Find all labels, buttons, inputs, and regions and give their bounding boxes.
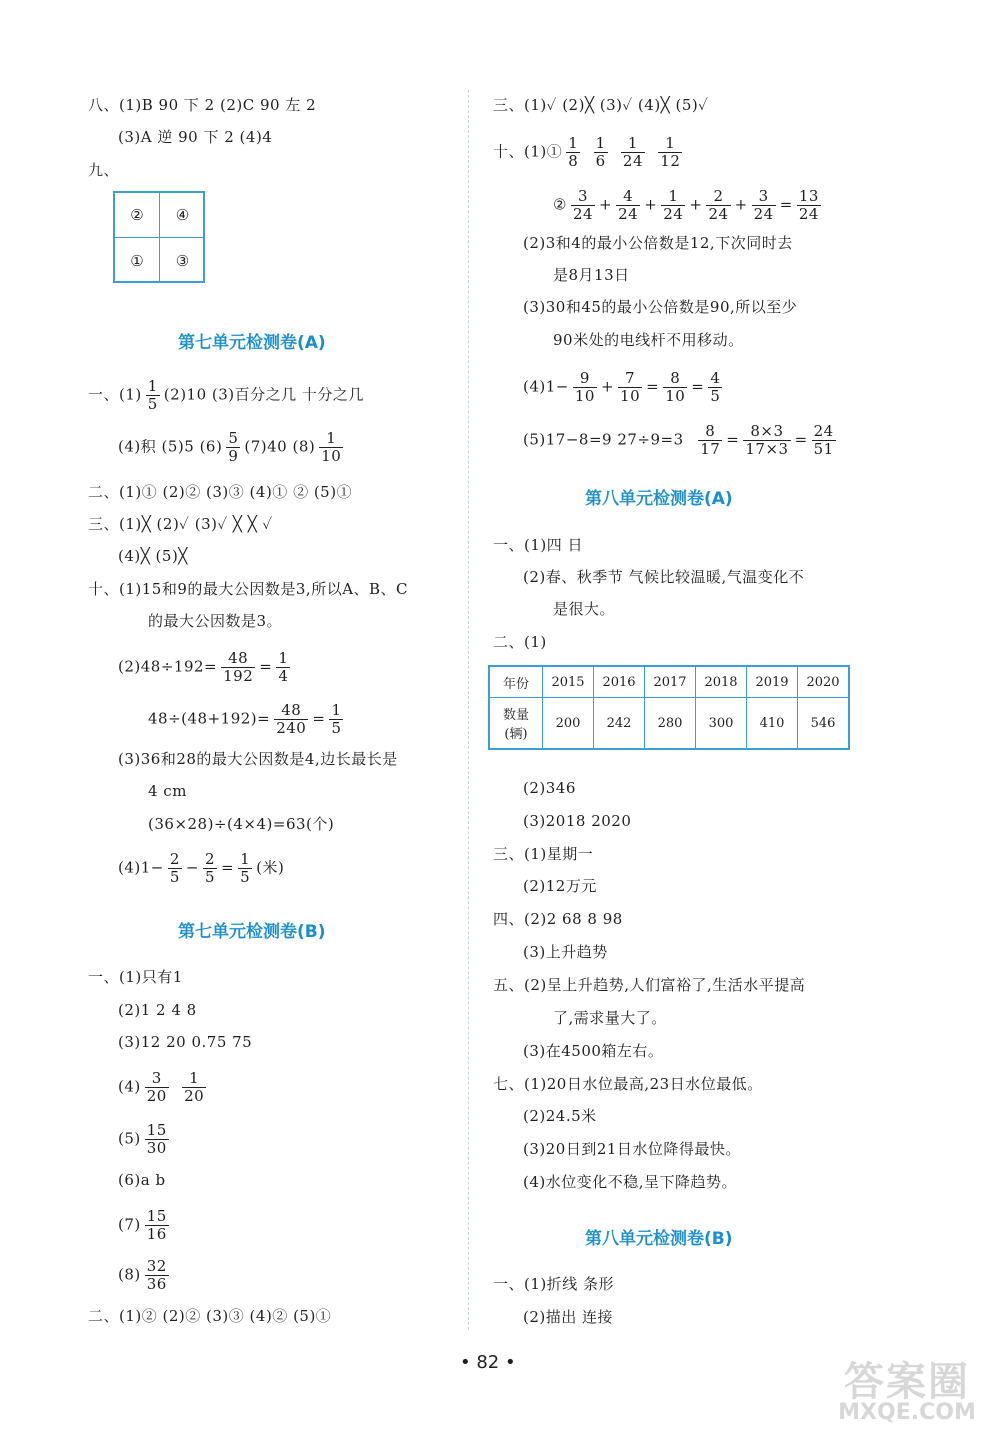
answer-line: (4)1− $\frac{2}{5}$ − $\frac{2}{5}$ = $\frac{1}{5}$ (米) [118,850,285,886]
table-header-cell: 2019 [747,666,798,698]
fraction: $\frac{15}{16}$ [146,1207,167,1243]
grid-cell: ② [115,193,160,238]
answer-line: (7) $\frac{15}{16}$ [118,1207,167,1243]
data-table [488,665,850,750]
answer-grid [113,191,205,283]
fraction: $\frac{5}{9}$ [228,429,239,465]
table-cell: 242 [594,698,645,750]
answer-line: 一、(1)四 日 [493,536,584,554]
table-cell: 280 [645,698,696,750]
fraction: $\frac{8}{17}$ [700,422,721,458]
answer-line: (8) $\frac{32}{36}$ [118,1257,167,1293]
answer-line: 90米处的电线杆不用移动。 [553,331,744,349]
answer-line: 十、(1)15和9的最大公因数是3,所以A、B、C [88,580,409,598]
answer-line: 48÷(48+192)= $\frac{48}{240}$ = $\frac{1}{5}$ [148,701,342,737]
fraction: $\frac{1}{5}$ [331,701,342,737]
section-heading: 第七单元检测卷(B) [178,922,326,942]
answer-line: (5) $\frac{15}{30}$ [118,1121,167,1157]
answer-line: 4 cm [148,782,187,800]
answer-line: (3)30和45的最小公倍数是90,所以至少 [523,298,798,316]
fraction: $\frac{1}{8}$ [568,134,579,170]
table-header-cell: 年份 [489,666,543,698]
fraction: $\frac{13}{24}$ [798,187,819,223]
fraction: $\frac{1}{12}$ [660,134,681,170]
fraction: $\frac{2}{5}$ [204,850,216,886]
answer-line: ② $\frac{3}{24}$ + $\frac{4}{24}$ + $\frac{1}{24}$ + $\frac{2}{24}$ + $\frac{3}{24}$ = $\frac{13}{24}$ [553,187,819,223]
answer-line: 三、(1)╳ (2)✓ (3)✓ ╳ ╳ ✓ [88,515,273,533]
answer-line: 二、(1)② (2)② (3)③ (4)② (5)① [88,1307,332,1325]
answer-line: 了,需求量大了。 [553,1009,667,1027]
answer-line: (4)积 (5)5 (6) $\frac{5}{9}$ (7)40 (8) $\frac{1}{10}$ [118,429,342,465]
fraction: $\frac{48}{192}$ [223,649,254,685]
table-header-cell: 2016 [594,666,645,698]
answer-line: 五、(2)呈上升趋势,人们富裕了,生活水平提高 [493,976,806,994]
fraction: $\frac{1}{24}$ [622,134,643,170]
answer-line: (2)1 2 4 8 [118,1001,197,1019]
fraction: $\frac{1}{6}$ [595,134,606,170]
table-row-label: 数量 (辆) [489,698,543,750]
fraction: $\frac{1}{20}$ [184,1069,205,1105]
fraction: $\frac{3}{20}$ [146,1069,167,1105]
answer-line: (2)346 [523,779,576,797]
answer-line: 四、(2)2 68 8 98 [493,910,623,928]
answer-line: (3)A 逆 90 下 2 (4)4 [118,128,273,146]
fraction: $\frac{1}{24}$ [663,187,684,223]
fraction: $\frac{8\times 3}{17\times 3}$ [745,422,789,458]
watermark-text: 答案圈 [844,1359,970,1405]
fraction: $\frac{32}{36}$ [146,1257,167,1293]
answer-line: (2)12万元 [523,877,597,895]
grid-cell: ④ [160,193,205,238]
fraction: $\frac{48}{240}$ [276,701,307,737]
answer-line: 的最大公因数是3。 [148,612,283,630]
section-heading: 第八单元检测卷(B) [585,1229,733,1249]
watermark-logo [822,1350,992,1430]
fraction: $\frac{1}{5}$ [240,850,251,886]
table-cell: 546 [798,698,850,750]
answer-line: (3)12 20 0.75 75 [118,1033,253,1051]
answer-line: 是很大。 [553,600,616,618]
table-cell: 200 [543,698,594,750]
grid-cell: ① [115,238,160,283]
answer-line: 一、(1)只有1 [88,968,183,986]
table-cell: 300 [696,698,747,750]
fraction: $\frac{1}{5}$ [147,377,158,413]
answer-line: (4) $\frac{3}{20}$ $\frac{1}{20}$ [118,1069,205,1105]
answer-line: 八、(1)B 90 下 2 (2)C 90 左 2 [88,96,317,114]
fraction: $\frac{4}{24}$ [618,187,639,223]
table-header-cell: 2015 [543,666,594,698]
answer-line: 九、 [88,161,120,179]
table-cell: 410 [747,698,798,750]
answer-line: (3)20日到21日水位降得最快。 [523,1140,741,1158]
table-header-cell: 2017 [645,666,696,698]
answer-line: (3)上升趋势 [523,943,608,961]
answer-line: 是8月13日 [553,266,630,284]
fraction: $\frac{2}{5}$ [169,850,180,886]
fraction: $\frac{8}{10}$ [665,369,686,405]
fraction: $\frac{7}{10}$ [620,369,641,405]
fraction: $\frac{4}{5}$ [710,369,721,405]
answer-line: 七、(1)20日水位最高,23日水位最低。 [493,1075,763,1093]
answer-line: 一、(1) $\frac{1}{5}$ (2)10 (3)百分之几 十分之几 [88,377,364,413]
answer-line: 三、(1)✓ (2)╳ (3)✓ (4)╳ (5)✓ [493,96,709,114]
answer-line: (2)48÷192= $\frac{48}{192}$ = $\frac{1}{4}$ [118,649,289,685]
answer-line: 一、(1)折线 条形 [493,1275,615,1293]
answer-line: (4)水位变化不稳,呈下降趋势。 [523,1173,738,1191]
table-header-cell: 2018 [696,666,747,698]
answer-line: (4)╳ (5)╳ [118,547,188,565]
fraction: $\frac{15}{30}$ [146,1121,167,1157]
section-heading: 第八单元检测卷(A) [585,489,733,509]
answer-line: 三、(1)星期一 [493,845,594,863]
watermark-url: MXQE.COM [838,1400,976,1425]
fraction: $\frac{3}{24}$ [572,187,594,223]
grid-cell: ③ [175,251,190,270]
fraction: $\frac{3}{24}$ [753,187,774,223]
answer-line: (4)1− $\frac{9}{10}$ + $\frac{7}{10}$ = $\frac{8}{10}$ = $\frac{4}{5}$ [523,369,721,405]
fraction: $\frac{9}{10}$ [574,369,595,405]
answer-line: (2)24.5米 [523,1107,597,1125]
answer-line: (3)2018 2020 [523,812,632,830]
table-header-cell: 2020 [798,666,850,698]
column-divider [468,90,469,1330]
answer-line: 二、(1) [493,633,547,651]
answer-line: (2)春、秋季节 气候比较温暖,气温变化不 [523,568,805,586]
fraction: $\frac{24}{51}$ [813,422,834,458]
answer-line: (36×28)÷(4×4)=63(个) [148,815,335,833]
page-number: • 82 • [460,1352,516,1373]
answer-line: (5)17−8=9 27÷9=3 $\frac{8}{17}$ = $\frac{8\times 3}{17\times 3}$ = $\frac{24}{51}$ [523,422,834,458]
answer-line: (2)描出 连接 [523,1308,614,1326]
answer-line: 二、(1)① (2)② (3)③ (4)① ② (5)① [88,483,353,501]
answer-line: (2)3和4的最小公倍数是12,下次同时去 [523,234,793,252]
answer-line: (6)a b [118,1171,166,1189]
answer-line: 十、(1)① $\frac{1}{8}$ $\frac{1}{6}$ $\frac{1}{24}$ $\frac{1}{12}$ [493,134,681,170]
answer-line: (3)在4500箱左右。 [523,1042,664,1060]
fraction: $\frac{1}{10}$ [321,429,342,465]
section-heading: 第七单元检测卷(A) [178,333,326,353]
fraction: $\frac{2}{24}$ [708,187,729,223]
fraction: $\frac{1}{4}$ [278,649,289,685]
answer-line: (3)36和28的最大公因数是4,边长最长是 [118,750,398,768]
